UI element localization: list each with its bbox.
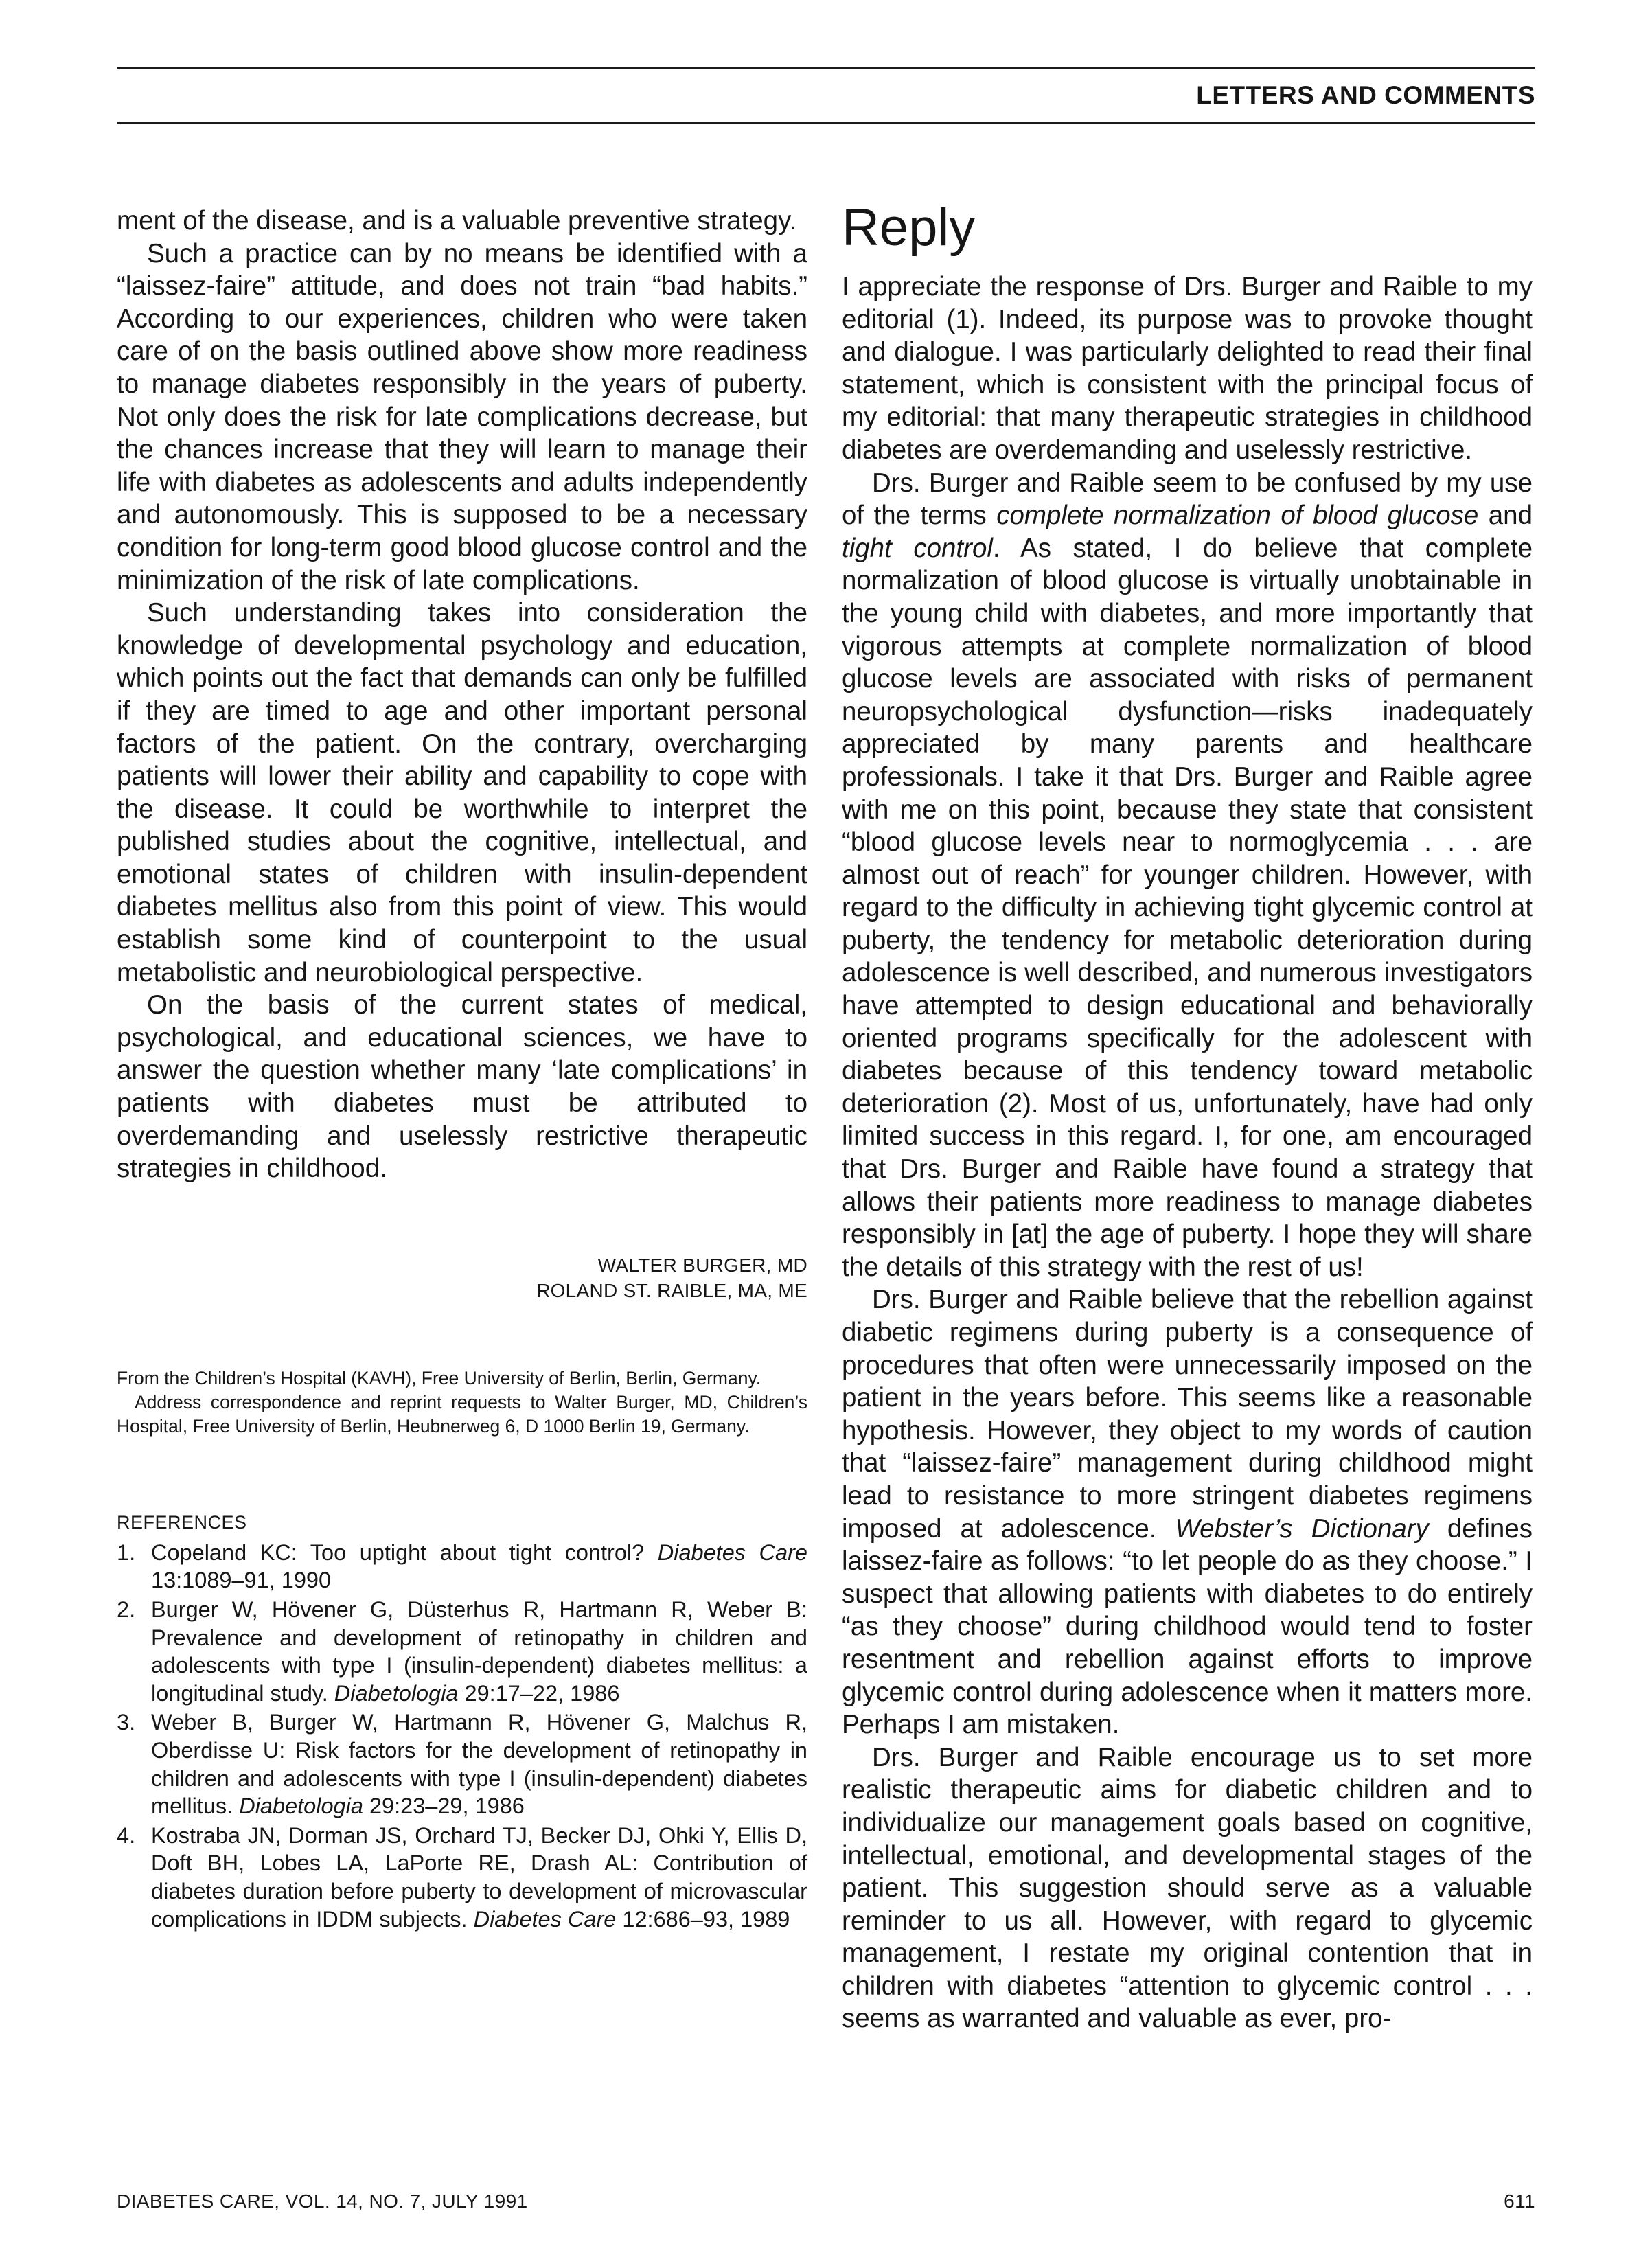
paragraph (842, 467, 1533, 1284)
reference-journal: Diabetes Care (473, 1906, 617, 1932)
italic-term: tight control (842, 533, 993, 563)
affiliation-line: From the Children’s Hospital (KAVH), Free University of Berlin, Berlin, Germany. (117, 1367, 761, 1388)
text-run: Drs. Burger and Raible believe that the rebellion against diabetic regimens during puberty is a consequence of procedures that often were unnecessarily imposed on the patient in the years before. This seems like a reasonable hypothesis. However, they object to my words of caution that “laissez-faire” management during childhood might lead to resistance to more stringent diabetes regimens imposed at adolescence. (842, 1285, 1533, 1544)
reference-journal: Diabetologia (334, 1680, 459, 1706)
text-run: defines laissez-faire as follows: “to let people do as they choose.” I suspect that allowing patients with diabetes to do entirely “as they choose” during childhood would tend to foster resentment and rebellion against efforts to improve glycemic control during adolescence when it matters more. Perhaps I am mistaken. (842, 1513, 1533, 1740)
paragraph: I appreciate the response of Drs. Burger and Raible to my editorial (1). Indeed, its purpose was to provoke thought and dialogue. I was particularly delighted to read their final statement, which is consistent with the principal focus of my editorial: that many therapeutic strategies in childhood diabetes are overdemanding and uselessly restrictive. (842, 272, 1533, 465)
author-name: ROLAND ST. RAIBLE, MA, ME (536, 1279, 807, 1301)
author-signature (117, 1252, 807, 1303)
text-run: . As stated, I do believe that complete normalization of blood glucose is virtually unobtainable in the young child with diabetes, and more importantly that vigorous attempts at complete normalization of blood glucose levels are associated with risks of permanent neuropsychological dysfunction—risks inadequately appreciated by many parents and healthcare professionals. I take it that Drs. Burger and Raible agree with me on this point, because they state that consistent “blood glucose levels near to normoglycemia . . . are almost out of reach” for younger children. However, with regard to the difficulty in achieving tight glycemic control at puberty, the tendency for metabolic deterioration during adolescence is well described, and numerous investigators have attempted to design educational and behaviorally oriented programs specifically for the adolescent with diabetes because of this tendency toward metabolic deterioration (2). Most of us, unfortunately, have had only limited success in this regard. I, for one, am encouraged that Drs. Burger and Raible have found a strategy that allows their patients more readiness to manage diabetes responsibly in [at] the age of puberty. I hope they will share the details of this strategy with the rest of us! (842, 533, 1533, 1282)
reference-item (117, 1539, 807, 1594)
page-number: 611 (1504, 2190, 1535, 2212)
header-rule-top (117, 67, 1535, 69)
reference-list (117, 1539, 807, 1933)
paragraph: Such understanding takes into consideration the knowledge of developmental psychology and education, which points out the fact that demands can only be fulfilled if they are timed to age and other important personal factors of the patient. On the contrary, overcharging patients will lower their ability and capability to cope with the disease. It could be worthwhile to interpret the published studies about the cognitive, intellectual, and emotional states of children with insulin-dependent diabetes mellitus also from this point of view. This would establish some kind of counterpoint to the usual metabolistic and neurobiological perspective. (117, 598, 807, 987)
text-run: and (1478, 501, 1533, 531)
reference-journal: Diabetes Care (657, 1540, 807, 1565)
reference-text: Copeland KC: Too uptight about tight control? (151, 1540, 658, 1565)
reference-journal: Diabetologia (239, 1794, 363, 1819)
section-label: LETTERS AND COMMENTS (1196, 81, 1535, 109)
reference-citation: 29:17–22, 1986 (458, 1680, 620, 1706)
reference-number: 2. (117, 1597, 136, 1622)
author-name: WALTER BURGER, MD (597, 1254, 807, 1276)
reference-number: 3. (117, 1710, 136, 1735)
italic-term: complete normalization of blood glucose (996, 501, 1479, 531)
letter-body (117, 205, 807, 1185)
header-rule-bottom (117, 122, 1535, 124)
reply-heading: Reply (842, 198, 976, 257)
reference-citation: 29:23–29, 1986 (363, 1794, 525, 1819)
paragraph: On the basis of the current states of medical, psychological, and educational sciences, we have to answer the question whether many ‘late complications’ in patients with diabetes must be attributed to overdemanding and uselessly restrictive therapeutic strategies in childhood. (117, 990, 807, 1184)
reference-item (117, 1596, 807, 1707)
paragraph (842, 1283, 1533, 1741)
reference-item (117, 1822, 807, 1933)
reference-text: Burger W, Hövener G, Düsterhus R, Hartmann R, Weber B: Prevalence and development of retinopathy in children and adolescents with type I (insulin-dependent) diabetes mellitus: a longitudinal study. (151, 1597, 807, 1706)
right-column (842, 198, 1533, 2035)
italic-term: Webster’s Dictionary (1175, 1513, 1429, 1544)
reply-body (842, 271, 1533, 2035)
references-heading: REFERENCES (117, 1511, 247, 1533)
paragraph: ment of the disease, and is a valuable preventive strategy. (117, 206, 797, 236)
text-run: Drs. Burger and Raible seem to be confused by my use of the terms (842, 468, 1533, 531)
reference-number: 1. (117, 1540, 136, 1565)
paragraph: Drs. Burger and Raible encourage us to set more realistic therapeutic aims for diabetic children and to individualize our management goals based on cognitive, intellectual, emotional, and developmental stages of the patient. This suggestion should serve as a valuable reminder to us all. However, with regard to glycemic management, I restate my original contention that in children with diabetes “attention to glycemic control . . . seems as warranted and valuable as ever, pro- (842, 1742, 1533, 2034)
reference-text: Kostraba JN, Dorman JS, Orchard TJ, Becker DJ, Ohki Y, Ellis D, Doft BH, Lobes LA, LaPorte RE, Drash AL: Contribution of diabetes duration before puberty to development of microvascular complications in IDDM subjects. (151, 1822, 807, 1932)
footer-journal-info: DIABETES CARE, VOL. 14, NO. 7, JULY 1991 (117, 2190, 528, 2212)
reference-item (117, 1708, 807, 1820)
reference-citation: 13:1089–91, 1990 (151, 1568, 332, 1593)
reference-number: 4. (117, 1822, 136, 1848)
affiliation-note (117, 1366, 807, 1439)
paragraph: Such a practice can by no means be identified with a “laissez-faire” attitude, and does not train “bad habits.” According to our experiences, children who were taken care of on the basis outlined above show more readiness to manage diabetes responsibly in the years of puberty. Not only does the risk for late complications decrease, but the chances increase that they will learn to manage their life with diabetes as adolescents and adults independently and autonomously. This is supposed to be a necessary condition for long-term good blood glucose control and the minimization of the risk of late complications. (117, 238, 807, 595)
reference-text: Weber B, Burger W, Hartmann R, Hövener G, Malchus R, Oberdisse U: Risk factors for the development of retinopathy in children and adolescents with type I (insulin-dependent) diabetes mellitus. (151, 1710, 807, 1819)
correspondence-line: Address correspondence and reprint requests to Walter Burger, MD, Children’s Hospital, Free University of Berlin, Heubnerweg 6, D 1000 Berlin 19, Germany. (117, 1391, 807, 1437)
left-column (117, 205, 807, 1934)
reference-citation: 12:686–93, 1989 (616, 1906, 790, 1932)
